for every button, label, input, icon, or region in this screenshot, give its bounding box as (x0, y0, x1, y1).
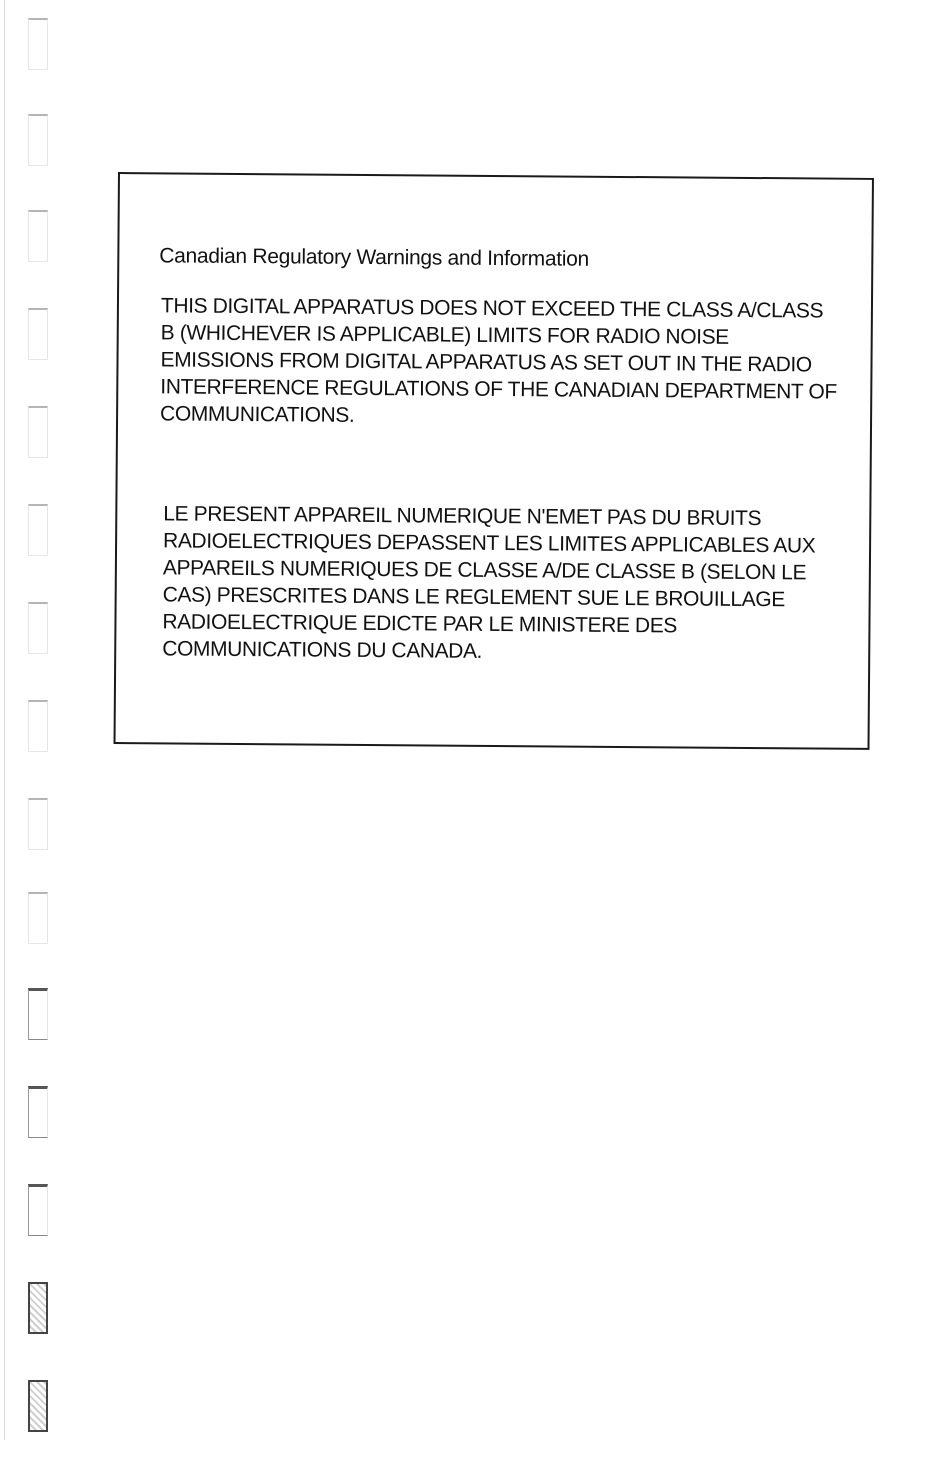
binding-hole (28, 700, 48, 752)
page-binding-edge (4, 0, 5, 1440)
binding-hole (28, 406, 48, 458)
binding-hole (28, 798, 48, 850)
binding-hole (28, 602, 48, 654)
regulatory-notice-box (114, 172, 874, 750)
notice-french-text: LE PRESENT APPAREIL NUMERIQUE N'EMET PAS DU BRUITS RADIOELECTRIQUES DEPASSENT LES LIMITES APPLICABLES AUX APPAREILS NUMERIQUES DE CLASSE A/DE CLASSE B (SELON LE CAS) PRESCRITES DANS LE REGLEMENT SUE LE BROUILLAGE RADIOELECTRIQUE EDICTE PAR LE MINISTERE DES COMMUNICATIONS DU CANADA. (162, 502, 816, 663)
notice-english-text: THIS DIGITAL APPARATUS DOES NOT EXCEED THE CLASS A/CLASS B (WHICHEVER IS APPLICABLE) LIMITS FOR RADIO NOISE EMISSIONS FROM DIGITAL APPARATUS AS SET OUT IN THE RADIO INTERFERENCE REGULATIONS OF THE CANADIAN DEPARTMENT OF COMMUNICATIONS. (160, 294, 837, 427)
binding-hole (28, 892, 48, 944)
binding-hole (28, 1184, 48, 1236)
binding-hole (28, 988, 48, 1040)
binding-hole (28, 114, 48, 166)
binding-hole (28, 504, 48, 556)
binding-hole (28, 1380, 48, 1432)
binding-hole (28, 1086, 48, 1138)
notice-title: Canadian Regulatory Warnings and Information (159, 244, 590, 271)
binding-hole (28, 210, 48, 262)
binding-hole (28, 18, 48, 70)
binding-hole (28, 1282, 48, 1334)
binding-holes (26, 0, 56, 1463)
binding-hole (28, 308, 48, 360)
